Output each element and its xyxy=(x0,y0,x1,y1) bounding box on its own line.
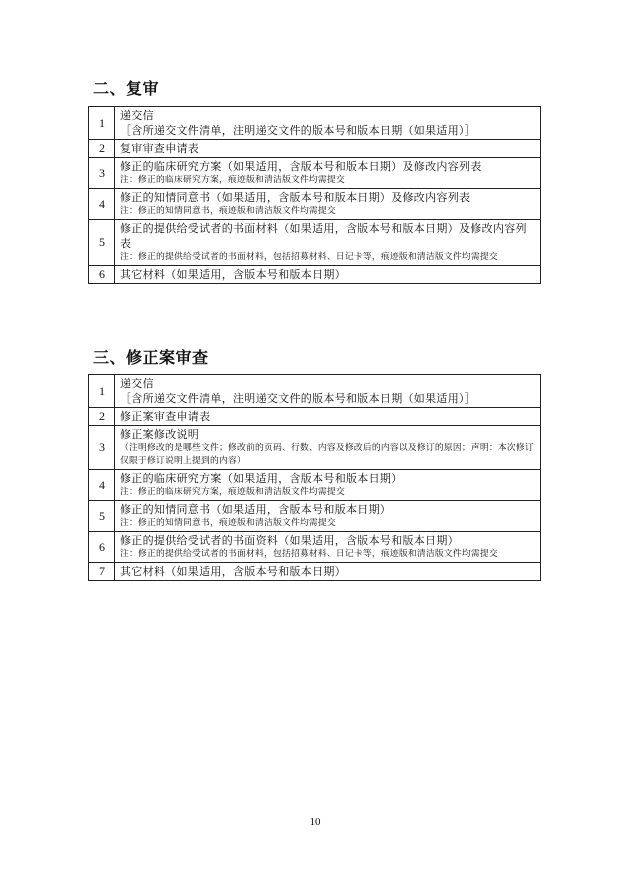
row-number: 2 xyxy=(89,408,115,426)
table-row xyxy=(89,266,541,284)
table-row xyxy=(89,140,541,158)
row-number: 1 xyxy=(89,375,115,408)
table-row xyxy=(89,563,541,581)
document-title: 修正的知情同意书（如果适用，含版本号和版本日期） xyxy=(120,503,392,516)
document-title: 其它材料（如果适用，含版本号和版本日期） xyxy=(120,268,346,281)
document-description xyxy=(115,189,541,220)
document-description xyxy=(115,532,541,563)
row-number: 6 xyxy=(89,532,115,563)
document-note: 注：修正的知情同意书，痕迹版和清洁版文件均需提交 xyxy=(120,206,336,216)
row-number: 2 xyxy=(89,140,115,158)
row-number: 5 xyxy=(89,501,115,532)
review-documents-table xyxy=(88,106,541,284)
document-description xyxy=(115,563,541,581)
row-number: 1 xyxy=(89,107,115,140)
document-title: 修正案审查申请表 xyxy=(120,410,211,423)
document-note: 注：修正的知情同意书，痕迹版和清洁版文件均需提交 xyxy=(120,518,336,528)
document-title: 修正的临床研究方案（如果适用，含版本号和版本日期） xyxy=(120,472,403,485)
table-row xyxy=(89,375,541,408)
document-description xyxy=(115,158,541,189)
row-number: 6 xyxy=(89,266,115,284)
table-row xyxy=(89,189,541,220)
row-number: 4 xyxy=(89,470,115,501)
table-row xyxy=(89,501,541,532)
table-row xyxy=(89,426,541,470)
document-description xyxy=(115,266,541,284)
document-note: 注：修正的提供给受试者的书面材料，包括招募材料、日记卡等，痕迹版和清洁版文件均需提交 xyxy=(120,252,498,262)
document-note: 注：修正的临床研究方案，痕迹版和清洁版文件均需提交 xyxy=(120,487,345,497)
document-description xyxy=(115,107,541,140)
row-number: 4 xyxy=(89,189,115,220)
document-title: ［含所递交文件清单，注明递交文件的版本号和版本日期（如果适用）］ xyxy=(120,392,477,405)
table-row xyxy=(89,220,541,266)
row-number: 5 xyxy=(89,220,115,266)
document-note: （注明修改的是哪些文件；修改前的页码、行数、内容及修改后的内容以及修订的原因；声明：本次修订仅限于修订说明上提到的内容） xyxy=(120,443,534,466)
amendment-documents-table xyxy=(88,374,541,581)
document-title: 修正案修改说明 xyxy=(120,428,200,441)
document-title: 修正的知情同意书（如果适用，含版本号和版本日期）及修改内容列表 xyxy=(120,191,471,204)
document-description xyxy=(115,426,541,470)
document-title: 修正的临床研究方案（如果适用，含版本号和版本日期）及修改内容列表 xyxy=(120,160,482,173)
document-title: 修正的提供给受试者的书面材料（如果适用，含版本号和版本日期）及修改内容列表 xyxy=(120,222,527,250)
table-row xyxy=(89,158,541,189)
document-title: 修正的提供给受试者的书面资料（如果适用，含版本号和版本日期） xyxy=(120,534,459,547)
row-number: 7 xyxy=(89,563,115,581)
table-row xyxy=(89,532,541,563)
document-note: 注：修正的临床研究方案，痕迹版和清洁版文件均需提交 xyxy=(120,175,345,185)
document-title: 递交信 xyxy=(120,377,154,390)
document-title: 其它材料（如果适用，含版本号和版本日期） xyxy=(120,565,346,578)
table-row xyxy=(89,470,541,501)
section-heading-review: 二、复审 xyxy=(93,79,160,98)
document-description xyxy=(115,140,541,158)
section-heading-amendment: 三、修正案审查 xyxy=(93,348,209,367)
document-title: 复审审查申请表 xyxy=(120,142,200,155)
document-description xyxy=(115,501,541,532)
document-note: 注：修正的提供给受试者的书面材料，包括招募材料、日记卡等，痕迹版和清洁版文件均需提交 xyxy=(120,549,498,559)
document-description xyxy=(115,375,541,408)
document-description xyxy=(115,408,541,426)
row-number: 3 xyxy=(89,426,115,470)
row-number: 3 xyxy=(89,158,115,189)
document-title: 递交信 xyxy=(120,109,154,122)
document-title: ［含所递交文件清单，注明递交文件的版本号和版本日期（如果适用）］ xyxy=(120,124,477,137)
table-row xyxy=(89,107,541,140)
table-row xyxy=(89,408,541,426)
document-description xyxy=(115,220,541,266)
document-description xyxy=(115,470,541,501)
page-number: 10 xyxy=(309,816,321,828)
